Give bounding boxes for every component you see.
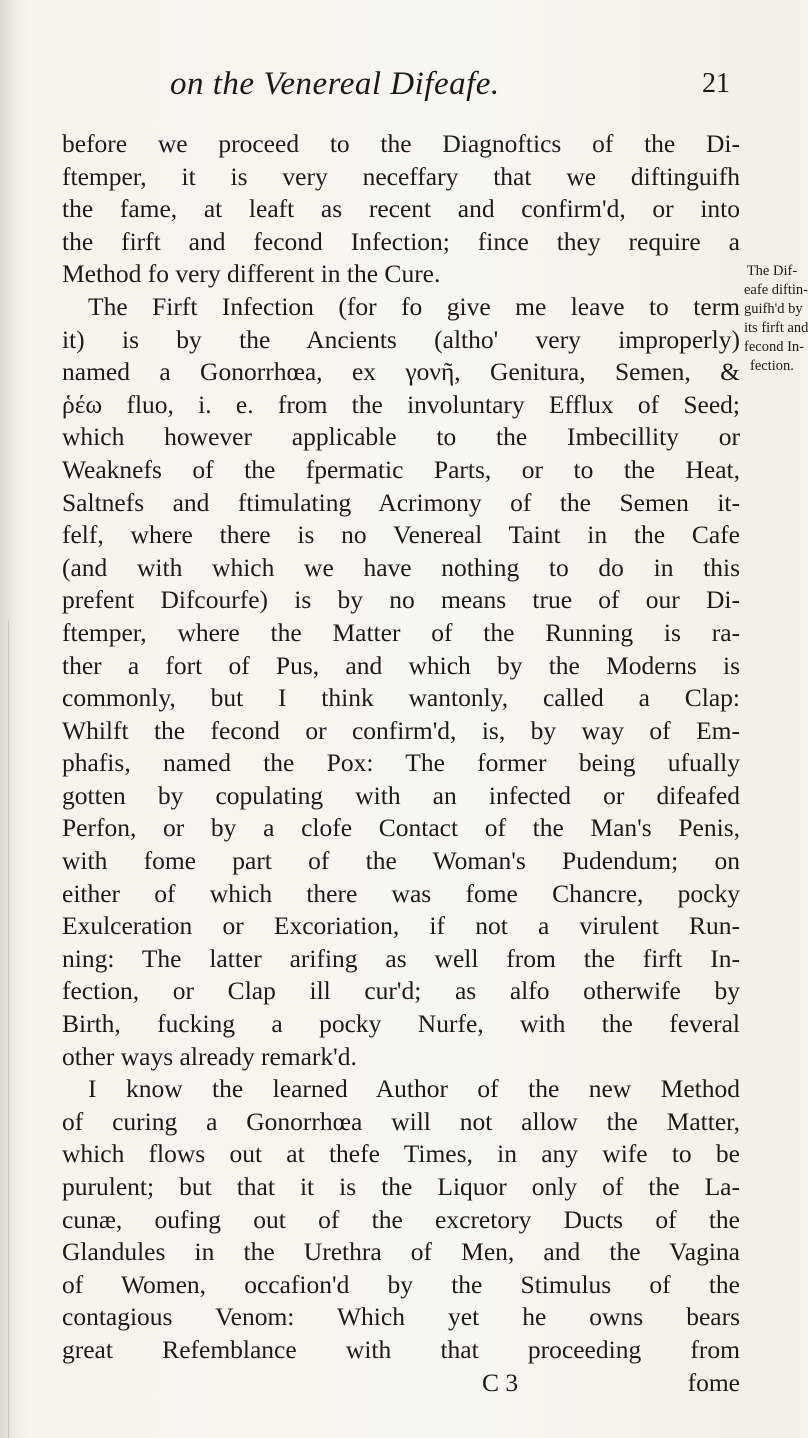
marginal-note-line: eafe diftin- [744, 282, 808, 298]
text-line: other ways already remark'd. [62, 1041, 357, 1071]
text-line: either of which there was fome Chancre, pocky [62, 878, 740, 908]
text-line: I know the learned Author of the new Method [88, 1074, 740, 1104]
text-line: prefent Difcourfe) is by no means true of our Di- [62, 585, 740, 615]
text-line: with fome part of the Woman's Pudendum; on [62, 846, 740, 876]
text-line: of curing a Gonorrhœa will not allow the Matter, [62, 1106, 740, 1136]
marginal-note-line: fecond In- [744, 339, 804, 355]
text-line: before we proceed to the Diagnoftics of the Di- [62, 129, 740, 158]
page-header [170, 66, 730, 106]
text-line: of Women, occafion'd by the Stimulus of the [62, 1269, 740, 1299]
marginal-note-line: its firft and [744, 320, 808, 336]
text-line: named a Gonorrhœa, ex γονῆ, Genitura, Semen, & [62, 357, 740, 387]
text-line: great Refemblance with that proceeding from [62, 1334, 740, 1364]
text-line: the fame, at leaft as recent and confirm'd, or into [62, 194, 740, 224]
text-line: Weaknefs of the fpermatic Parts, or to the Heat, [62, 454, 740, 484]
text-line: Saltnefs and ftimulating Acrimony of the Semen it- [62, 487, 740, 517]
text-line: (and with which we have nothing to do in this [62, 552, 740, 582]
text-line: ftemper, where the Matter of the Running is ra- [62, 617, 740, 647]
text-line: phafis, named the Pox: The former being ufually [62, 748, 740, 778]
text-line: fection, or Clap ill cur'd; as alfo otherwife by [62, 976, 740, 1006]
text-line: the firft and fecond Infection; fince they require a [62, 226, 740, 256]
text-line: Birth, fucking a pocky Nurfe, with the feveral [62, 1009, 740, 1039]
text-line: gotten by copulating with an infected or difeafed [62, 780, 740, 810]
text-line: which flows out at thefe Times, in any wife to be [62, 1139, 740, 1169]
body-text [62, 128, 740, 1399]
marginal-note [744, 262, 808, 376]
catchword: fome [687, 1367, 740, 1397]
marginal-note-line: fection. [750, 358, 794, 374]
text-line: ning: The latter arifing as well from the firft In- [62, 943, 740, 973]
text-line: Perfon, or by a clofe Contact of the Man's Penis, [62, 813, 740, 843]
signature-mark: C 3 [482, 1367, 519, 1397]
text-line: it) is by the Ancients (altho' very improperly) [62, 324, 740, 354]
text-line: which however applicable to the Imbecillity or [62, 422, 740, 452]
marginal-note-line: The Dif- [746, 263, 798, 279]
text-line: The Firft Infection (for fo give me leave to term [88, 291, 740, 321]
spine-shadow [0, 0, 18, 1438]
page-number: 21 [702, 68, 730, 99]
running-title: on the Venereal Difeafe. [170, 66, 500, 102]
text-line: contagious Venom: Which yet he owns bears [62, 1302, 740, 1332]
text-line: cunæ, oufing out of the excretory Ducts of the [62, 1204, 740, 1234]
text-line: Whilft the fecond or confirm'd, is, by way of Em- [62, 715, 740, 745]
signature-line [62, 1367, 740, 1400]
text-line: Glandules in the Urethra of Men, and the Vagina [62, 1237, 740, 1267]
text-line: Exulceration or Excoriation, if not a virulent Run- [62, 911, 740, 941]
text-line: commonly, but I think wantonly, called a Clap: [62, 683, 740, 713]
marginal-note-line: guifh'd by [744, 301, 803, 317]
text-line: Method fo very different in the Cure. [62, 259, 441, 289]
text-line: purulent; but that it is the Liquor only of the La- [62, 1172, 740, 1201]
text-line: felf, where there is no Venereal Taint in the Cafe [62, 520, 740, 550]
text-line: ther a fort of Pus, and which by the Moderns is [62, 650, 740, 680]
text-line: ftemper, it is very neceffary that we diftinguifh [62, 161, 740, 191]
page-edge-line [8, 620, 9, 1438]
text-line: ῥέω fluo, i. e. from the involuntary Efflux of Seed; [62, 389, 740, 419]
